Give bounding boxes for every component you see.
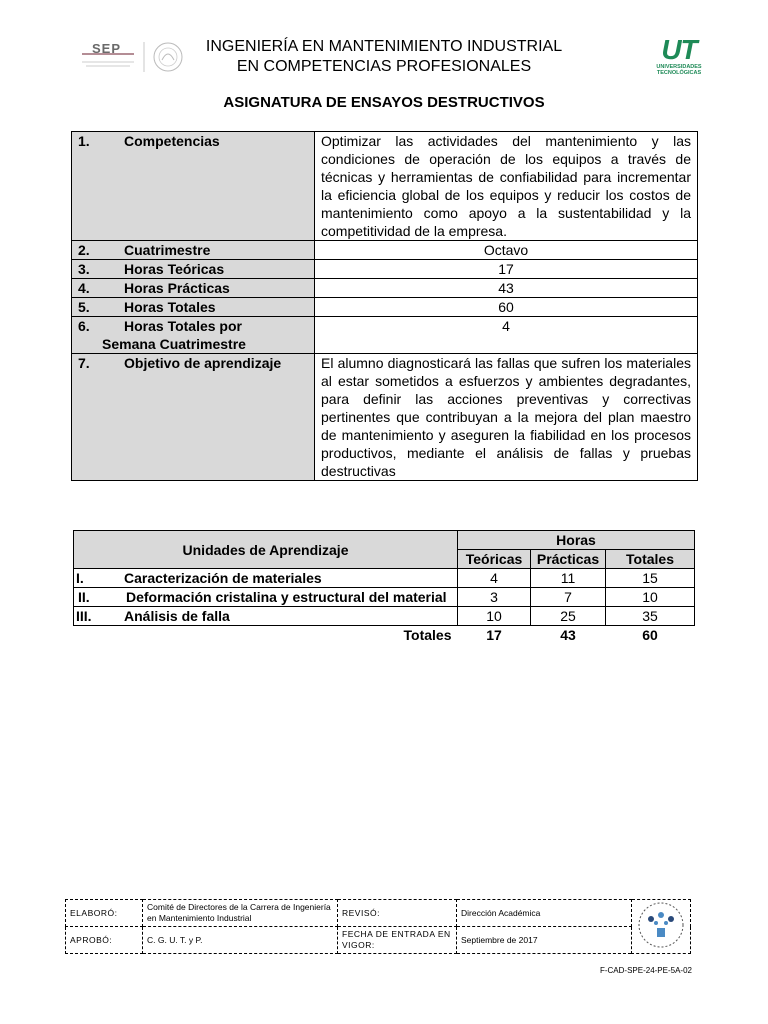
info-num: 2.	[78, 242, 90, 258]
col-header-total: Totales	[606, 550, 695, 569]
info-label: Horas Prácticas	[124, 280, 230, 296]
info-num: 3.	[78, 261, 90, 277]
totals-label: Totales	[403, 627, 452, 643]
ut-logo-line2: TECNOLÓGICAS	[656, 70, 702, 76]
info-label: Horas Teóricas	[124, 261, 225, 277]
elaboro-value: Comité de Directores de la Carrera de Ingeniería en Mantenimiento Industrial	[143, 900, 338, 927]
info-row-competencias	[72, 132, 698, 241]
info-num: 1.	[78, 133, 90, 149]
totals-row	[74, 626, 695, 645]
info-label: Horas Totales por	[124, 318, 242, 334]
unit-num: II.	[78, 589, 90, 605]
fecha-label: FECHA DE ENTRADA EN VIGOR:	[338, 927, 457, 954]
info-row-cuatrimestre	[72, 241, 698, 260]
unit-row	[74, 607, 695, 626]
unit-practice: 25	[531, 607, 606, 626]
unit-row	[74, 588, 695, 607]
info-value: Octavo	[315, 241, 698, 260]
info-label: Cuatrimestre	[124, 242, 211, 258]
info-row-objetivo	[72, 354, 698, 481]
info-value: El alumno diagnosticará las fallas que sufren los materiales al estar sometidos a esfuerzos y ambientes degradantes, para definir las acciones preventivas y correctivas pertinentes que contribuyan a la mejora del plan maestro de mantenimiento y aseguren la fiabilidad en los procesos productivos, mediante el análisis de fallas y pruebas destructivas	[315, 354, 698, 481]
info-label: Objetivo de aprendizaje	[124, 355, 282, 371]
unit-total: 15	[606, 569, 695, 588]
subject-info-table	[71, 131, 698, 481]
info-row-horas-teoricas	[72, 260, 698, 279]
col-header-units: Unidades de Aprendizaje	[74, 531, 458, 569]
info-num: 6.	[78, 318, 90, 334]
info-row-horas-semana	[72, 317, 698, 354]
document-code: F-CAD-SPE-24-PE-5A-02	[599, 966, 692, 975]
elaboro-label: ELABORÓ:	[66, 900, 143, 927]
info-label: Horas Totales	[124, 299, 216, 315]
totals-total: 60	[642, 627, 658, 643]
totals-practice: 43	[560, 627, 576, 643]
footer-seal	[632, 900, 691, 954]
info-label: Competencias	[124, 133, 220, 149]
reviso-value: Dirección Académica	[457, 900, 632, 927]
fecha-value: Septiembre de 2017	[457, 927, 632, 954]
info-value: Optimizar las actividades del mantenimiento y las condiciones de operación de los equipos a través de técnicas y herramientas de confiabilidad para incrementar la eficiencia global de los equipos y reducir los costos de mantenimiento como apoyo a la sustentabilidad y la competitividad de la empresa.	[315, 132, 698, 241]
subject-title: ASIGNATURA DE ENSAYOS DESTRUCTIVOS	[223, 94, 545, 111]
unit-total: 35	[606, 607, 695, 626]
unit-num: I.	[76, 570, 84, 586]
unit-practice: 11	[531, 569, 606, 588]
info-value: 4	[315, 317, 698, 354]
unit-theory: 10	[458, 607, 531, 626]
unit-num: III.	[76, 608, 92, 624]
info-num: 4.	[78, 280, 90, 296]
unit-name: Deformación cristalina y estructural del material	[126, 589, 447, 605]
program-title-line1: INGENIERÍA EN MANTENIMIENTO INDUSTRIAL	[205, 38, 563, 55]
learning-units-table	[73, 530, 695, 644]
sep-logo-text: SEP	[92, 41, 122, 56]
program-title-line2: EN COMPETENCIAS PROFESIONALES	[236, 58, 532, 75]
unit-name: Análisis de falla	[124, 608, 230, 624]
info-label-continued: Semana Cuatrimestre	[102, 336, 246, 352]
aprobo-label: APROBÓ:	[66, 927, 143, 954]
aprobo-value: C. G. U. T. y P.	[143, 927, 338, 954]
unit-theory: 4	[458, 569, 531, 588]
col-header-theory: Teóricas	[458, 550, 531, 569]
info-num: 5.	[78, 299, 90, 315]
info-row-horas-totales	[72, 298, 698, 317]
unit-row	[74, 569, 695, 588]
info-value: 60	[315, 298, 698, 317]
unit-theory: 3	[458, 588, 531, 607]
col-header-hours: Horas	[458, 531, 695, 550]
col-header-practice: Prácticas	[531, 550, 606, 569]
reviso-label: REVISÓ:	[338, 900, 457, 927]
ut-logo	[650, 36, 708, 92]
info-value: 17	[315, 260, 698, 279]
ut-logo-line1: UNIVERSIDADES	[656, 64, 702, 70]
info-num: 7.	[78, 355, 90, 371]
quality-seal-icon	[637, 901, 685, 949]
approval-footer	[65, 899, 691, 954]
info-value: 43	[315, 279, 698, 298]
unit-practice: 7	[531, 588, 606, 607]
ut-logo-mark: UT	[661, 34, 697, 65]
unit-name: Caracterización de materiales	[124, 570, 322, 586]
totals-theory: 17	[486, 627, 502, 643]
unit-total: 10	[606, 588, 695, 607]
info-row-horas-practicas	[72, 279, 698, 298]
